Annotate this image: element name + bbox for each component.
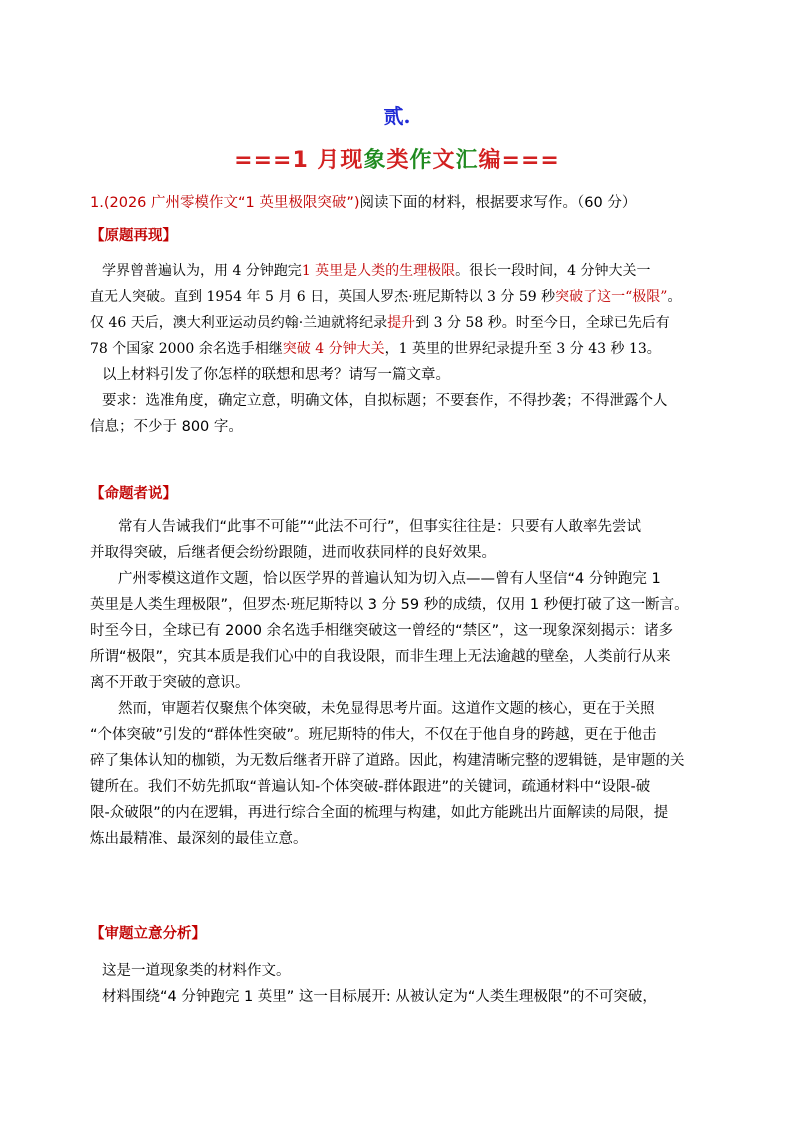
- commentary-p3-line-4: 键所在。我们不妨先抓取“普遍认知-个体突破-群体跟进”的关键词，疏通材料中“设限-破: [90, 779, 651, 795]
- commentary-p3-line-2: “个体突破”引发的“群体性突破”。班尼斯特的伟大，不仅在于他自身的跨越，更在于他击: [90, 727, 657, 743]
- analysis-block: [90, 958, 736, 1010]
- commentary-block: [90, 514, 736, 852]
- heading-original-question: 【原题再现】: [90, 228, 177, 244]
- title-part-6: 汇: [455, 148, 479, 173]
- commentary-p2-line-3: 时至今日，全球已有 2000 余名选手相继突破这一曾经的“禁区”，这一现象深刻揭示：诸多: [90, 623, 674, 639]
- section-number: 贰.: [383, 104, 411, 128]
- title-part-7: 编: [478, 148, 502, 173]
- commentary-p3-line-6: 炼出最精准、最深刻的最佳立意。: [90, 831, 308, 847]
- requirements-line-1: 要求：选准角度，确定立意，明确文体，自拟标题；不要套作，不得抄袭；不得泄露个人: [102, 393, 668, 409]
- question-instruction: 阅读下面的材料，根据要求写作。（60 分）: [359, 195, 637, 211]
- commentary-p1-line-1: 常有人告诫我们“此事不可能”“此法不可行”，但事实往往是：只要有人敢率先尝试: [118, 519, 642, 535]
- title-part-4: 作: [409, 148, 433, 173]
- title-part-5: 文: [432, 148, 456, 173]
- heading-analysis: 【审题立意分析】: [90, 926, 206, 942]
- commentary-p3-line-3: 碎了集体认知的枷锁，为无数后继者开辟了道路。因此，构建清晰完整的逻辑链，是审题的关: [90, 753, 685, 769]
- title-part-8: ===: [501, 148, 560, 173]
- analysis-line-2: 材料围绕“4 分钟跑完 1 英里” 这一目标展开: 从被认定为“人类生理极限”的不可突破，: [102, 989, 657, 1005]
- commentary-p2-line-1: 广州零模这道作文题，恰以医学界的普遍认知为切入点——曾有人坚信“4 分钟跑完 1: [118, 571, 661, 587]
- prompt-text: 以上材料引发了你怎样的联想和思考？请写一篇文章。: [102, 367, 450, 383]
- title-part-2: 象: [363, 148, 387, 173]
- question-source: 1.(2026 广州零模作文“1 英里极限突破”): [90, 195, 360, 211]
- commentary-p1-line-2: 并取得突破，后继者便会纷纷跟随，进而收获同样的良好效果。: [90, 545, 496, 561]
- commentary-p2-line-4: 所谓“极限”，究其本质是我们心中的自我设限，而非生理上无法逾越的壁垒，人类前行从来: [90, 649, 671, 665]
- material-line-2: 直无人突破。直到 1954 年 5 月 6 日，英国人罗杰·班尼斯特以 3 分 59 秒突破了这一“极限”。: [90, 289, 682, 305]
- commentary-p3-line-1: 然而，审题若仅聚焦个体突破，未免显得思考片面。这道作文题的核心，更在于关照: [118, 701, 655, 717]
- title-part-3: 类: [386, 148, 410, 173]
- analysis-line-1: 这是一道现象类的材料作文。: [102, 963, 291, 979]
- material-block: [90, 258, 736, 362]
- page-title: [0, 143, 794, 174]
- question-line: [90, 191, 730, 212]
- material-line-4: 78 个国家 2000 余名选手相继突破 4 分钟大关，1 英里的世界纪录提升至 3 分 43 秒 13。: [90, 341, 661, 357]
- commentary-p2-line-2: 英里是人类生理极限”，但罗杰·班尼斯特以 3 分 59 秒的成绩，仅用 1 秒便打破了这一断言。: [90, 597, 689, 613]
- commentary-p3-line-5: 限-众破限”的内在逻辑，再进行综合全面的梳理与构建，如此方能跳出片面解读的局限，提: [90, 805, 669, 821]
- heading-setter-says: 【命题者说】: [90, 486, 177, 502]
- title-part-1: ===1 月现: [234, 148, 364, 173]
- material-line-3: 仅 46 天后，澳大利亚运动员约翰·兰迪就将纪录提升到 3 分 58 秒。时至今日，全球已先后有: [90, 315, 670, 331]
- prompt-block: [90, 362, 736, 440]
- requirements-line-2: 信息；不少于 800 字。: [90, 419, 243, 435]
- commentary-p2-line-5: 离不开敢于突破的意识。: [90, 675, 250, 691]
- material-line-1: 学界曾普遍认为，用 4 分钟跑完1 英里是人类的生理极限。很长一段时间，4 分钟大关一: [102, 263, 651, 279]
